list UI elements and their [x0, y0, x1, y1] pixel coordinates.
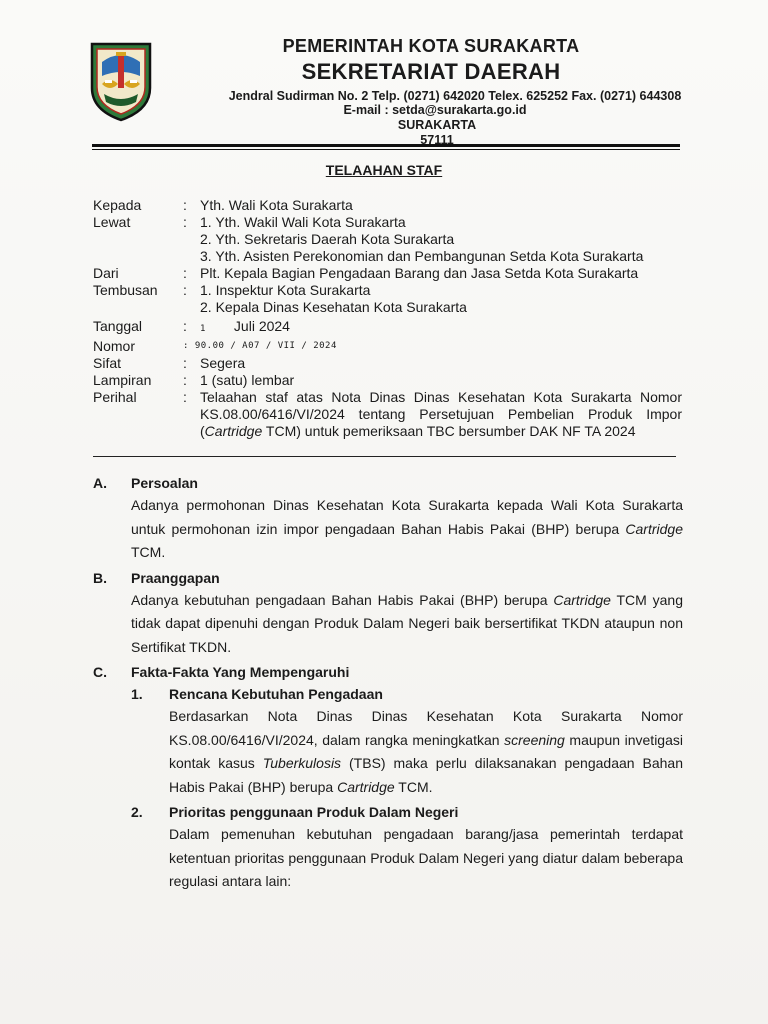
subsection-heading-c2: [131, 801, 683, 823]
section-number: A.: [93, 475, 107, 491]
subsection-c2-paragraph: Dalam pemenuhan kebutuhan pengadaan barang/jasa pemerintah terdapat ketentuan prioritas penggunaan Produk Dalam Negeri yang diatur dalam beberapa regulasi antara lain:: [169, 826, 683, 889]
meta-colon: :: [183, 372, 187, 388]
meta-label: Kepada: [93, 197, 142, 213]
meta-row-lampiran: [93, 372, 690, 389]
meta-label: Lampiran: [93, 372, 152, 388]
meta-value: Yth. Wali Kota Surakarta: [200, 197, 353, 213]
handwritten-number: : 90.00 / A07 / VII / 2024: [183, 341, 337, 351]
text-run-italic: Cartridge: [625, 520, 683, 537]
section-heading-a: [93, 472, 683, 494]
meta-colon: :: [183, 265, 187, 281]
section-title: Persoalan: [131, 475, 198, 491]
meta-value: Segera: [200, 355, 246, 371]
text-run: TCM.: [131, 544, 166, 560]
date-month-year: Juli 2024: [233, 318, 290, 334]
section-number: C.: [93, 664, 107, 680]
document-meta: [93, 197, 690, 440]
meta-label: Tanggal: [93, 318, 143, 334]
meta-colon: :: [183, 214, 187, 230]
meta-value: 1 (satu) lembar: [200, 372, 295, 388]
subsection-number: 2.: [131, 804, 143, 820]
text-run: TCM) untuk pemeriksaan TBC bersumber DAK NF TA 2024: [262, 423, 636, 439]
letterhead-government: PEMERINTAH KOTA SURAKARTA: [282, 36, 580, 56]
text-run-italic: Tuberkulosis: [262, 755, 342, 771]
meta-label: Nomor: [93, 338, 136, 354]
subsection-title: Prioritas penggunaan Produk Dalam Negeri: [169, 804, 459, 820]
handwritten-day: 1: [200, 324, 206, 334]
letterhead-rule-thick: [92, 144, 680, 147]
section-b-paragraph: [131, 589, 683, 660]
subsection-c1-paragraph: [169, 705, 683, 799]
letterhead-city: SURAKARTA: [397, 118, 477, 132]
meta-row-tembusan: [93, 282, 690, 316]
meta-colon: :: [183, 197, 187, 213]
letterhead-email: E-mail : setda@surakarta.go.id: [343, 103, 527, 117]
list-item: 1. Yth. Wakil Wali Kota Surakarta: [200, 214, 406, 230]
document-body: [93, 472, 683, 894]
section-number: B.: [93, 569, 107, 586]
section-heading-c: [93, 661, 683, 683]
section-title: Praanggapan: [131, 569, 220, 586]
section-title: Fakta-Fakta Yang Mempengaruhi: [131, 664, 350, 680]
meta-row-kepada: [93, 197, 690, 214]
list-item: 2. Yth. Sekretaris Daerah Kota Surakarta: [200, 231, 455, 247]
city-emblem-icon: [88, 40, 154, 122]
meta-row-nomor: [93, 338, 690, 355]
text-run: TCM yang tidak dapat dipenuhi dengan Produk Dalam Negeri baik bersertifikat TKDN ataupun non Sertifikat TKDN.: [131, 591, 683, 655]
text-run: maupun invetigasi kontak kasus: [169, 731, 683, 771]
text-run-italic: Cartridge: [337, 778, 395, 795]
list-item: 2. Kepala Dinas Kesehatan Kota Surakarta: [200, 299, 467, 315]
text-run: Adanya permohonan Dinas Kesehatan Kota Surakarta kepada Wali Kota Surakarta untuk permohonan izin impor pengadaan Bahan Habis Pakai (BHP) berupa: [131, 497, 683, 537]
meta-row-tanggal: [93, 318, 690, 338]
meta-row-sifat: [93, 355, 690, 372]
divider: [93, 456, 676, 457]
meta-row-lewat: [93, 214, 690, 265]
meta-value: Plt. Kepala Bagian Pengadaan Barang dan Jasa Setda Kota Surakarta: [200, 265, 639, 281]
meta-label: Lewat: [93, 214, 131, 230]
list-item: 3. Yth. Asisten Perekonomian dan Pembangunan Setda Kota Surakarta: [200, 248, 644, 264]
subsection-title: Rencana Kebutuhan Pengadaan: [169, 686, 383, 702]
meta-label: Sifat: [93, 355, 122, 371]
meta-value: [200, 282, 690, 316]
letterhead-rule-thin: [92, 149, 680, 150]
section-a-paragraph: [131, 494, 683, 565]
meta-value: [200, 318, 690, 338]
text-run: Telaahan staf atas Nota Dinas Dinas Kesehatan Kota Surakarta Nomor KS.08.00/6416/VI/2024 tentang Persetujuan Pembelian Produk Impor (: [200, 389, 682, 439]
text-run-italic: Cartridge: [553, 591, 611, 608]
meta-label: Perihal: [93, 389, 137, 405]
list-item: 1. Inspektur Kota Surakarta: [200, 282, 371, 298]
meta-colon: :: [183, 318, 187, 334]
text-run-italic: screening: [504, 731, 565, 748]
meta-label: Tembusan: [93, 282, 158, 298]
meta-row-dari: [93, 265, 690, 282]
meta-label: Dari: [93, 265, 119, 281]
meta-row-perihal: [93, 389, 690, 440]
letterhead: [150, 36, 712, 148]
text-run-italic: Cartridge: [204, 423, 263, 439]
subsection-heading-c1: [131, 683, 683, 705]
meta-colon: :: [183, 389, 187, 405]
section-heading-b: [93, 567, 683, 589]
meta-value: [200, 389, 682, 440]
text-run: TCM.: [394, 778, 433, 795]
text-run: Berdasarkan Nota Dinas Dinas Kesehatan Kota Surakarta Nomor KS.08.00/6416/VI/2024, dalam rangka meningkatkan: [169, 708, 683, 748]
meta-colon: :: [183, 282, 187, 298]
letterhead-address: Jendral Sudirman No. 2 Telp. (0271) 642020 Telex. 625252 Fax. (0271) 644308: [228, 89, 682, 103]
letterhead-postcode: 57111: [420, 133, 454, 147]
meta-colon: :: [183, 355, 187, 371]
meta-value: [200, 214, 690, 265]
document-title: TELAAHAN STAF: [325, 162, 443, 178]
text-run: (TBS) maka perlu dilaksanakan pengadaan Bahan Habis Pakai (BHP) berupa: [169, 755, 683, 795]
letterhead-office: SEKRETARIAT DAERAH: [301, 59, 561, 84]
subsection-number: 1.: [131, 686, 143, 702]
text-run: Adanya kebutuhan pengadaan Bahan Habis Pakai (BHP) berupa: [131, 591, 554, 608]
